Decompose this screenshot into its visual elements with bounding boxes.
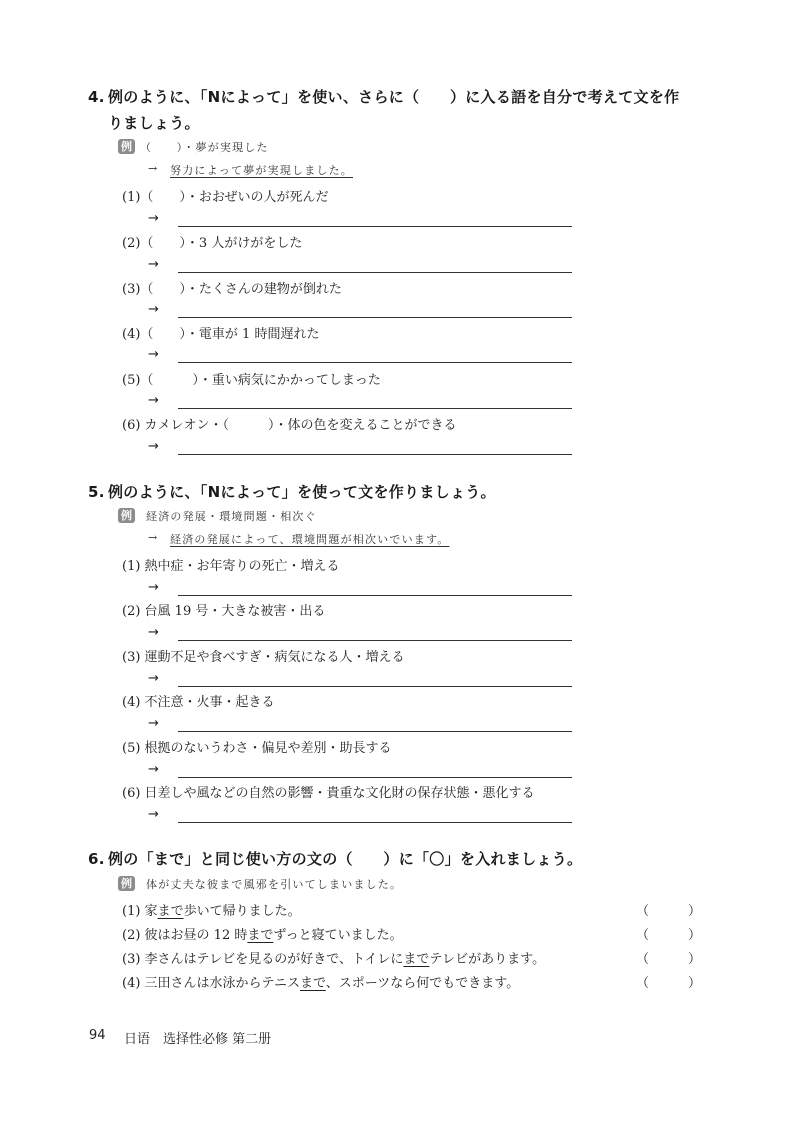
q5-example-badge: 例 [118, 508, 135, 523]
q4-item-2: (2)（ ）・3 人がけがをした [122, 236, 303, 251]
q4-arrow-6: → [148, 439, 159, 454]
q4-arrow-2: → [148, 257, 159, 272]
q6-answer-paren-1[interactable]: （ ） [636, 904, 702, 919]
q6-item-3-made: まで [403, 952, 430, 967]
q6-item-2-post: ずっと寝ていました。 [273, 928, 403, 943]
book-title: 日语 选择性必修 第二册 [124, 1032, 272, 1047]
q6-item-1-pre: (1) 家 [122, 904, 158, 919]
q6-answer-paren-4[interactable]: （ ） [636, 976, 702, 991]
q6-item-1-post: 歩いて帰りました。 [183, 904, 301, 919]
q4-answer-line-5[interactable] [178, 408, 572, 409]
q5-answer-line-5[interactable] [178, 777, 572, 778]
q4-answer-line-6[interactable] [178, 454, 572, 455]
q5-item-5: (5) 根拠のないうわさ・偏見や差別・助長する [122, 741, 392, 756]
q4-example-arrow: → [148, 162, 159, 175]
q6-item-2-made: まで [247, 928, 274, 943]
q4-item-3: (3)（ ）・たくさんの建物が倒れた [122, 282, 342, 297]
q6-item-4-made: まで [300, 976, 326, 991]
q5-answer-line-4[interactable] [178, 731, 572, 732]
q5-answer-line-2[interactable] [178, 640, 572, 641]
q5-example-prompt: 経済の発展・環境問題・相次ぐ [146, 510, 317, 523]
q4-arrow-4: → [148, 347, 159, 362]
q6-number: 6. [88, 850, 105, 868]
q6-answer-paren-2[interactable]: （ ） [636, 928, 702, 943]
q5-arrow-4: → [148, 716, 159, 731]
q6-item-4-pre: (4) 三田さんは水泳からテニス [122, 976, 301, 991]
q4-answer-line-1[interactable] [178, 226, 572, 227]
q4-item-6: (6) カメレオン・（ ）・体の色を変えることができる [122, 418, 457, 433]
q6-item-4 [122, 972, 519, 991]
q5-item-6: (6) 日差しや風などの自然の影響・貴重な文化財の保存状態・悪化する [122, 786, 535, 801]
q6-item-3-pre: (3) 李さんはテレビを見るのが好きで、トイレに [122, 952, 404, 967]
q4-number: 4. [88, 88, 105, 106]
q4-arrow-5: → [148, 393, 159, 408]
q4-example-prompt: （ ）・夢が実現した [140, 141, 269, 154]
q5-title [88, 479, 496, 505]
q5-answer-line-1[interactable] [178, 595, 572, 596]
q6-answer-paren-3[interactable]: （ ） [636, 952, 702, 967]
q5-item-4: (4) 不注意・火事・起きる [122, 695, 275, 710]
q5-item-1: (1) 熱中症・お年寄りの死亡・増える [122, 559, 340, 574]
q5-item-3: (3) 運動不足や食べすぎ・病気になる人・増える [122, 650, 405, 665]
q4-answer-line-2[interactable] [178, 272, 572, 273]
q5-item-2: (2) 台風 19 号・大きな被害・出る [122, 604, 326, 619]
q6-example-badge: 例 [118, 876, 135, 891]
q5-arrow-1: → [148, 580, 159, 595]
q5-arrow-5: → [148, 762, 159, 777]
q5-arrow-2: → [148, 625, 159, 640]
q6-item-3-post: テレビがあります。 [429, 952, 546, 967]
q6-item-3 [122, 948, 545, 967]
q4-title [88, 84, 679, 136]
q4-example-answer: 努力によって夢が実現しました。 [170, 164, 353, 177]
q6-item-1 [122, 900, 301, 919]
q4-item-5: (5)（ ）・重い病気にかかってしまった [122, 373, 381, 388]
q4-arrow-1: → [148, 211, 159, 226]
q6-item-1-made: まで [157, 904, 184, 919]
q5-number: 5. [88, 483, 105, 501]
q5-title-text: 例のように、「Nによって」を使って文を作りましょう。 [108, 483, 496, 501]
q6-title-text: 例の「まで」と同じ使い方の文の（ ）に「〇」を入れましょう。 [108, 850, 583, 868]
q6-item-2 [122, 924, 403, 943]
q4-title-line1: 例のように、「Nによって」を使い、さらに（ ）に入る語を自分で考えて文を作 [108, 88, 680, 106]
q4-answer-line-4[interactable] [178, 362, 572, 363]
page-number: 94 [89, 1028, 106, 1043]
q4-answer-line-3[interactable] [178, 317, 572, 318]
q5-example-arrow: → [148, 531, 159, 544]
q4-title-line2: りましょう。 [108, 114, 200, 132]
q6-example: 体が丈夫な彼まで風邪を引いてしまいました。 [146, 878, 403, 891]
q4-item-1: (1)（ ）・おおぜいの人が死んだ [122, 190, 329, 205]
q4-item-4: (4)（ ）・電車が 1 時間遅れた [122, 327, 320, 342]
q5-answer-line-3[interactable] [178, 686, 572, 687]
q5-arrow-3: → [148, 671, 159, 686]
q6-item-4-post: 、スポーツなら何でもできます。 [325, 976, 520, 991]
q4-example-badge: 例 [118, 139, 135, 154]
q4-arrow-3: → [148, 302, 159, 317]
q5-answer-line-6[interactable] [178, 822, 572, 823]
q5-arrow-6: → [148, 807, 159, 822]
q5-example-answer: 経済の発展によって、環境問題が相次いでいます。 [170, 533, 450, 546]
q6-item-2-pre: (2) 彼はお昼の 12 時 [122, 928, 248, 943]
q6-title [88, 846, 582, 872]
